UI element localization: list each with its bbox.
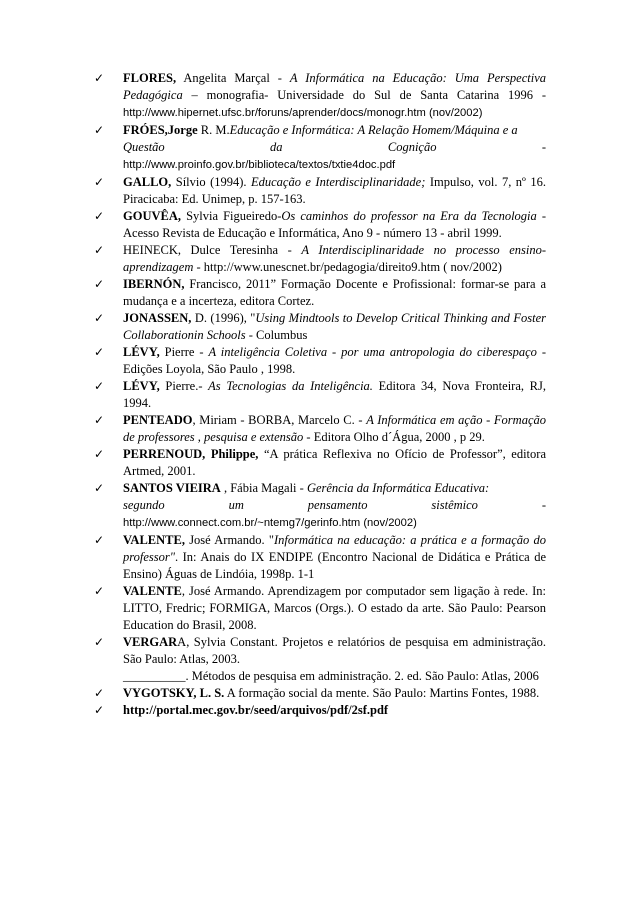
reference-item — [94, 174, 546, 208]
reference-continuation: __________. Métodos de pesquisa em administração. 2. ed. São Paulo: Atlas, 2006 — [123, 669, 539, 683]
reference-text: Editora 34, Nova Fronteira, RJ, 1994. — [123, 379, 546, 410]
reference-word: - — [541, 140, 546, 154]
reference-author: JONASSEN, — [123, 311, 192, 325]
reference-text: - http://www.unescnet.br/pedagogia/direito9.htm ( nov/2002) — [193, 260, 502, 274]
check-icon: ✓ — [94, 413, 105, 427]
reference-title: As Tecnologias da Inteligência. — [208, 379, 373, 393]
reference-author: FLORES, — [123, 71, 177, 85]
check-icon: ✓ — [94, 584, 105, 598]
reference-url[interactable]: http://www.proinfo.gov.br/biblioteca/textos/txtie4doc.pdf — [123, 159, 396, 171]
reference-list — [94, 70, 546, 719]
check-icon: ✓ — [94, 277, 105, 291]
reference-text: R. M. — [197, 123, 230, 137]
reference-url[interactable]: http://www.hipernet.ufsc.br/foruns/aprender/docs/monogr.htm (nov/2002) — [123, 107, 483, 119]
reference-item — [94, 378, 546, 412]
reference-item — [94, 702, 546, 719]
reference-author: VYGOTSKY, L. S. — [123, 686, 225, 700]
reference-title-line — [123, 497, 546, 514]
reference-title-line — [123, 139, 546, 156]
reference-word: - — [541, 498, 546, 512]
reference-text: HEINECK, Dulce Teresinha - — [123, 243, 302, 257]
reference-item — [94, 276, 546, 310]
reference-title: A Informática na Educação: Uma Perspectiva Pedagógica — [123, 71, 546, 102]
reference-title: A Interdisciplinaridade no processo ensino-aprendizagem — [123, 243, 546, 274]
reference-title: Using Mindtools to Develop Critical Thinking and Foster Collaborationin Schools — [123, 311, 546, 342]
reference-item — [94, 310, 546, 344]
reference-author: PERRENOUD, Philippe, — [123, 447, 259, 461]
reference-text: “A prática Reflexiva no Ofício de Professor”, editora Artmed, 2001. — [123, 447, 546, 478]
check-icon: ✓ — [94, 379, 105, 393]
check-icon: ✓ — [94, 686, 105, 700]
reference-author: PENTEADO — [123, 413, 193, 427]
reference-text: Francisco, 2011” Formação Docente e Profissional: formar-se para a mudança e a incerteza, editora Cortez. — [123, 277, 546, 308]
reference-title: Informática na educação: a prática e a formação do professor" — [123, 533, 546, 564]
reference-text: Angelita Marçal - — [176, 71, 290, 85]
reference-item — [94, 344, 546, 378]
reference-item — [94, 208, 546, 242]
reference-url[interactable]: http://www.connect.com.br/~ntemg7/gerinfo.htm (nov/2002) — [123, 517, 417, 529]
reference-text: A formação social da mente. São Paulo: Martins Fontes, 1988. — [224, 686, 540, 700]
reference-author: GOUVÊA, — [123, 209, 181, 223]
reference-text: Sílvio (1994). — [171, 175, 251, 189]
reference-author: LÉVY, — [123, 345, 160, 359]
reference-item — [94, 532, 546, 583]
reference-item — [94, 634, 546, 685]
reference-word: Cognição — [387, 140, 437, 154]
reference-text: D. (1996), " — [191, 311, 256, 325]
reference-text: Pierre - — [159, 345, 209, 359]
check-icon: ✓ — [94, 635, 105, 649]
check-icon: ✓ — [94, 447, 105, 461]
reference-text: , José Armando. Aprendizagem por computador sem ligação à rede. In: LITTO, Fredric; FORMIGA, Marcos (Orgs.). O estado da arte. São Paulo: Pearson Education do Brasil, 2008. — [123, 584, 546, 632]
reference-item — [94, 480, 546, 532]
reference-author: IBERNÓN, — [123, 277, 185, 291]
check-icon: ✓ — [94, 703, 105, 717]
reference-title: Educação e Informática: A Relação Homem/Máquina e a — [229, 123, 518, 137]
reference-word: um — [228, 498, 244, 512]
check-icon: ✓ — [94, 533, 105, 547]
check-icon: ✓ — [94, 243, 105, 257]
reference-text: Impulso, vol. 7, nº 16. Piracicaba: Ed. Unimep, p. 157-163. — [123, 175, 546, 206]
reference-author: VALENTE, — [123, 533, 185, 547]
reference-text: - Edições Loyola, São Paulo , 1998. — [123, 345, 546, 376]
check-icon: ✓ — [94, 311, 105, 325]
check-icon: ✓ — [94, 209, 105, 223]
reference-item — [94, 122, 546, 174]
reference-item — [94, 685, 546, 702]
reference-author: LÉVY, — [123, 379, 160, 393]
reference-text: Pierre.- — [159, 379, 209, 393]
check-icon: ✓ — [94, 71, 105, 85]
reference-item — [94, 412, 546, 446]
reference-word: Questão — [123, 140, 165, 154]
check-icon: ✓ — [94, 175, 105, 189]
reference-text: José Armando. " — [184, 533, 274, 547]
reference-author: FRÓES,Jorge — [123, 123, 198, 137]
reference-word: pensamento — [307, 498, 368, 512]
reference-author: GALLO, — [123, 175, 172, 189]
reference-text: - Acesso Revista de Educação e Informática, Ano 9 - número 13 - abril 1999. — [123, 209, 547, 240]
reference-author: SANTOS VIEIRA — [123, 481, 221, 495]
reference-item — [94, 583, 546, 634]
reference-text: A, Sylvia Constant. Projetos e relatórios de pesquisa em administração. São Paulo: Atlas, 2003. — [123, 635, 546, 666]
reference-title: A Informática em ação - Formação de professores , pesquisa e extensão — [123, 413, 546, 444]
reference-title: Os caminhos do professor na Era da Tecnologia — [281, 209, 537, 223]
reference-word: da — [270, 140, 283, 154]
reference-word: sistêmico — [431, 498, 478, 512]
reference-title: Gerência da Informática Educativa: — [306, 481, 490, 495]
reference-text: – monografia- Universidade do Sul de Santa Catarina 1996 - — [182, 88, 546, 102]
reference-word: segundo — [123, 498, 165, 512]
reference-item — [94, 242, 546, 276]
reference-text: , Miriam - BORBA, Marcelo C. - — [192, 413, 367, 427]
reference-text: . In: Anais do IX ENDIPE (Encontro Nacional de Didática e Prática de Ensino) Águas de Lindóia, 1998p. 1-1 — [123, 550, 546, 581]
check-icon: ✓ — [94, 345, 105, 359]
reference-url[interactable]: http://portal.mec.gov.br/seed/arquivos/pdf/2sf.pdf — [123, 703, 389, 717]
reference-item — [94, 446, 546, 480]
reference-author: VERGAR — [123, 635, 178, 649]
check-icon: ✓ — [94, 481, 105, 495]
reference-author: VALENTE — [123, 584, 182, 598]
reference-title: Educação e Interdisciplinaridade; — [250, 175, 426, 189]
reference-title: A inteligência Coletiva - por uma antropologia do ciberespaço — [208, 345, 537, 359]
reference-text: - Columbus — [245, 328, 308, 342]
reference-text: , Fábia Magali - — [220, 481, 307, 495]
reference-text: - Editora Olho d´Água, 2000 , p 29. — [303, 430, 485, 444]
reference-item — [94, 70, 546, 122]
check-icon: ✓ — [94, 123, 105, 137]
reference-text: Sylvia Figueiredo- — [181, 209, 282, 223]
